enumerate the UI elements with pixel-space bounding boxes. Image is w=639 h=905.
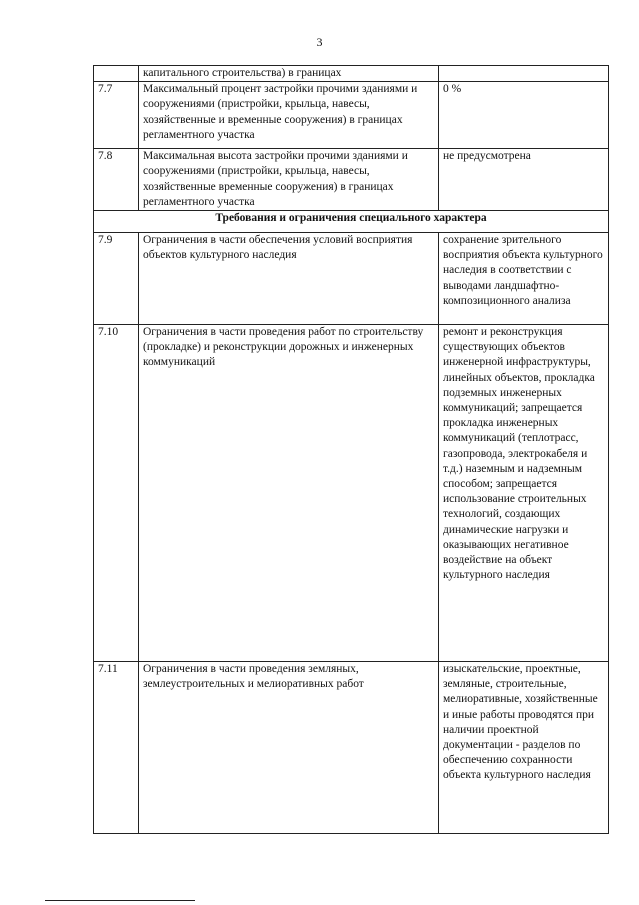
row-number: 7.9 (94, 233, 139, 325)
section-heading-row (94, 211, 609, 233)
table-row (94, 325, 609, 662)
row-description: Ограничения в части проведения работ по строительству (прокладке) и реконструкции дорожных и инженерных коммуникаций (139, 325, 439, 662)
row-description: Максимальная высота застройки прочими зданиями и сооружениями (пристройки, крыльца, навесы, хозяйственные временные сооружения) в границах регламентного участка (139, 149, 439, 211)
footnote-rule (45, 900, 195, 901)
row-value (439, 66, 609, 82)
row-number: 7.7 (94, 82, 139, 149)
row-number (94, 66, 139, 82)
row-value: сохранение зрительного восприятия объекта культурного наследия в соответствии с выводами ландшафтно-композиционного анализа (439, 233, 609, 325)
row-value: 0 % (439, 82, 609, 149)
table-row (94, 82, 609, 149)
table-row (94, 233, 609, 325)
row-description: Ограничения в части проведения земляных, землеустроительных и мелиоративных работ (139, 662, 439, 834)
row-description: Ограничения в части обеспечения условий восприятия объектов культурного наследия (139, 233, 439, 325)
row-description: Максимальный процент застройки прочими зданиями и сооружениями (пристройки, крыльца, навесы, хозяйственные и временные сооружения) в границах регламентного участка (139, 82, 439, 149)
row-number: 7.8 (94, 149, 139, 211)
row-number: 7.10 (94, 325, 139, 662)
table-row (94, 66, 609, 82)
table-row (94, 662, 609, 834)
row-value: не предусмотрена (439, 149, 609, 211)
row-description: капитального строительства) в границах (139, 66, 439, 82)
row-value: ремонт и реконструкция существующих объектов инженерной инфраструктуры, линейных объектов, прокладка подземных инженерных коммуникаций; запрещается прокладка инженерных коммуникаций (теплотрасс, газопровода, электрокабеля и т.д.) наземным и надземным способом; запрещается использование строительных технологий, создающих динамические нагрузки и оказывающих негативное воздействие на объект культурного наследия (439, 325, 609, 662)
row-value: изыскательские, проектные, земляные, строительные, мелиоративные, хозяйственные и иные работы проводятся при наличии проектной документации - разделов по обеспечению сохранности объекта культурного наследия (439, 662, 609, 834)
table-row (94, 149, 609, 211)
page-number: 3 (316, 35, 323, 49)
section-heading: Требования и ограничения специального характера (94, 211, 609, 233)
row-number: 7.11 (94, 662, 139, 834)
regulation-table (93, 65, 609, 834)
